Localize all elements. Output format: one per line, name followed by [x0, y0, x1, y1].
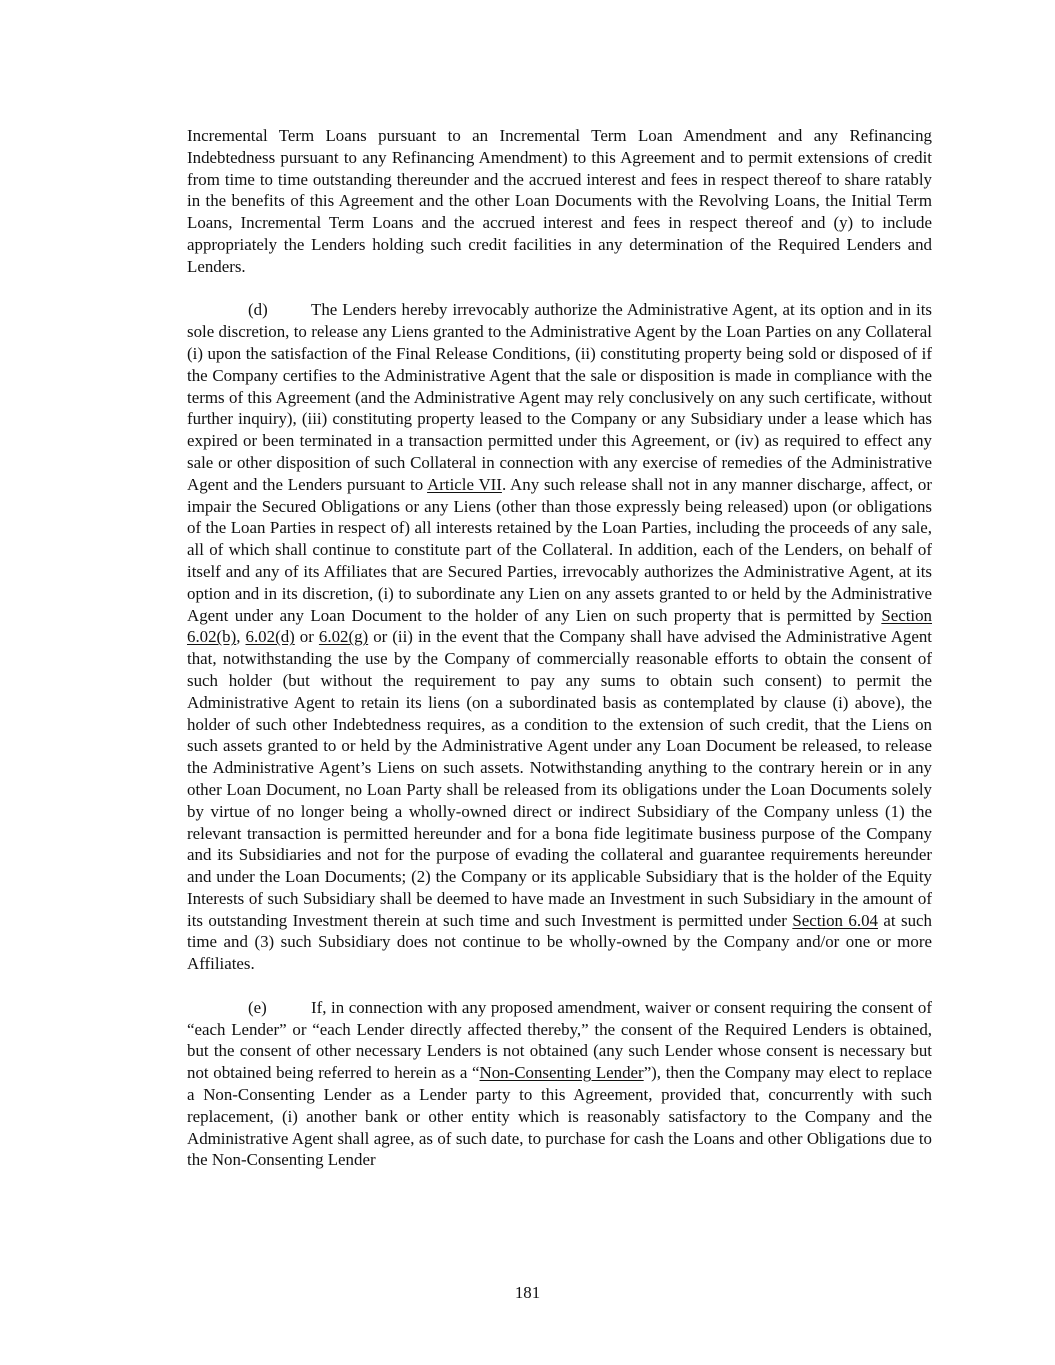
section-6-04-reference: Section 6.04: [792, 910, 878, 930]
document-page: [187, 125, 932, 1171]
article-vii-reference: Article VII: [427, 474, 502, 494]
paragraph-c-text: Incremental Term Loans pursuant to an Incremental Term Loan Amendment and any Refinancing Indebtedness pursuant to any Refinancing Amendment) to this Agreement and to permit extensions of credit from time to time outstanding thereunder and the accrued interest and fees in respect thereof to share ratably in the benefits of this Agreement and the other Loan Documents with the Revolving Loans, the Initial Term Loans, Incremental Term Loans and the accrued interest and fees in respect thereof and (y) to include appropriately the Lenders holding such credit facilities in any determination of the Required Lenders and Lenders.: [187, 126, 932, 276]
paragraph-d-label: (d): [248, 300, 268, 320]
paragraph-d-text-6: at such time and (3) such Subsidiary does not continue to be wholly-owned by the Company and/or one or more Affiliates.: [187, 910, 932, 974]
paragraph-e: [187, 997, 932, 1171]
paragraph-d-text-4: or: [294, 627, 319, 647]
paragraph-d: [187, 299, 932, 975]
page-number: 181: [514, 1283, 541, 1302]
paragraph-e-text-2: ”), then the Company may elect to replace a Non-Consenting Lender as a Lender party to this Agreement, provided that, concurrently with such replacement, (i) another bank or other entity which is reasonably satisfactory to the Company and the Administrative Agent shall agree, as of such date, to purchase for cash the Loans and other Obligations due to the Non-Consenting Lender: [187, 1063, 932, 1170]
section-6-02-g-reference: 6.02(g): [318, 627, 369, 647]
paragraph-e-text-1: If, in connection with any proposed amendment, waiver or consent requiring the consent of “each Lender” or “each Lender directly affected thereby,” the consent of the Required Lenders is obtained, but the consent of other necessary Lenders is not obtained (any such Lender whose consent is necessary but not obtained being referred to herein as a “: [187, 997, 932, 1083]
non-consenting-lender-term: Non-Consenting Lender: [479, 1063, 644, 1083]
paragraph-c-continuation: [187, 125, 932, 278]
paragraph-d-text-1: The Lenders hereby irrevocably authorize the Administrative Agent, at its option and in its sole discretion, to release any Liens granted to the Administrative Agent by the Loan Parties on any Collateral (i) upon the satisfaction of the Final Release Conditions, (ii) constituting property being sold or disposed of if the Company certifies to the Administrative Agent that the sale or disposition is made in compliance with the terms of this Agreement (and the Administrative Agent may rely conclusively on any such certificate, without further inquiry), (iii) constituting property leased to the Company or any Subsidiary under a lease which has expired or been terminated in a transaction permitted under this Agreement, or (iv) as required to effect any sale or other disposition of such Collateral in connection with any exercise of remedies of the Administrative Agent and the Lenders pursuant to: [187, 300, 932, 494]
paragraph-d-text-2: . Any such release shall not in any manner discharge, affect, or impair the Secured Obligations or any Liens (other than those expressly being released) upon (or obligations of the Loan Parties in respect of) all interests retained by the Loan Parties, including the proceeds of any sale, all of which shall continue to constitute part of the Collateral. In addition, each of the Lenders, on behalf of itself and any of its Affiliates that are Secured Parties, irrevocably authorizes the Administrative Agent, at its option and in its discretion, (i) to subordinate any Lien on any assets granted to or held by the Administrative Agent under any Loan Document to the holder of any Lien on such property that is permitted by: [187, 474, 932, 625]
paragraph-d-text-3: ,: [236, 627, 246, 647]
paragraph-d-text-5: or (ii) in the event that the Company shall have advised the Administrative Agent that, notwithstanding the use by the Company of commercially reasonable efforts to obtain the consent of such holder (but without the requirement to pay any sums to obtain such consent) to permit the Administrative Agent to retain its liens (on a subordinated basis as contemplated by clause (i) above), the holder of such other Indebtedness requires, as a condition to the extension of such credit, that the Liens on such assets granted to or held by the Administrative Agent under any Loan Document be released, to release the Administrative Agent’s Liens on such assets. Notwithstanding anything to the contrary herein or in any other Loan Document, no Loan Party shall be released from its obligations under the Loan Documents solely by virtue of no longer being a wholly-owned direct or indirect Subsidiary of the Company unless (1) the relevant transaction is permitted hereunder and for a bona fide legitimate business purpose of the Company and its Subsidiaries and not for the purpose of evading the collateral and guarantee requirements hereunder and under the Loan Documents; (2) the Company or its applicable Subsidiary that is the holder of the Equity Interests of such Subsidiary shall be deemed to have made an Investment in such Subsidiary in the amount of its outstanding Investment therein at such time and such Investment is permitted under: [187, 627, 932, 930]
section-6-02-b-reference: Section 6.02(b): [187, 605, 932, 647]
section-6-02-d-reference: 6.02(d): [245, 627, 295, 647]
paragraph-e-label: (e): [248, 997, 267, 1017]
